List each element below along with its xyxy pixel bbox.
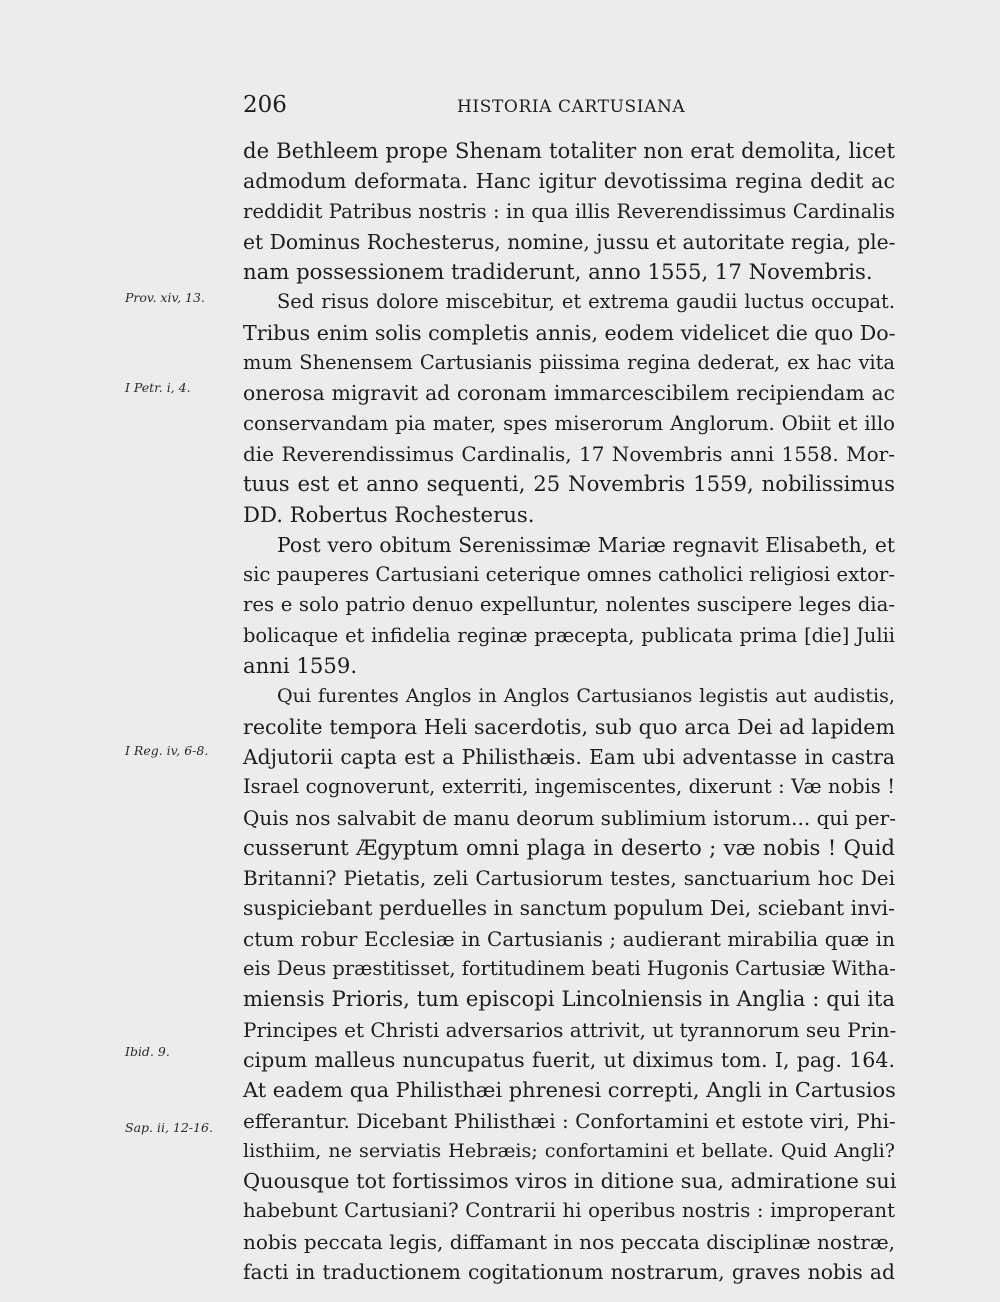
- text-line: Principes et Christi adversarios attrivit, ut tyrannorum seu Prin-: [243, 1017, 897, 1042]
- text-line: nobis peccata legis, diffamant in nos peccata disciplinæ nostræ,: [243, 1229, 895, 1254]
- text-line: eis Deus præstitisset, fortitudinem beati Hugonis Cartusiæ Witha-: [243, 957, 896, 981]
- text-line: mum Shenensem Cartusianis piissima regina dederat, ex hac vita: [243, 351, 895, 375]
- body-text: [243, 136, 895, 1287]
- text-line: admodum deformata. Hanc igitur devotissima regina dedit ac: [243, 169, 895, 194]
- text-line: tuus est et anno sequenti, 25 Novembris 1559, nobilissimus: [243, 471, 895, 497]
- text-line: At eadem qua Philisthæi phrenesi correpti, Angli in Cartusios: [243, 1078, 896, 1103]
- text-line: reddidit Patribus nostris : in qua illis Reverendissimus Cardinalis: [243, 199, 895, 223]
- text-line: de Bethleem prope Shenam totaliter non erat demolita, licet: [243, 138, 895, 163]
- text-line: Post vero obitum Serenissimæ Mariæ regnavit Elisabeth, et: [277, 532, 895, 557]
- text-line: cusserunt Ægyptum omni plaga in deserto ; væ nobis ! Quid: [243, 834, 895, 860]
- text-line: suspiciebant perduelles in sanctum populum Dei, sciebant invi-: [243, 896, 895, 921]
- margin-note-text: Ibid. 9.: [125, 1044, 170, 1059]
- margin-note: [125, 380, 191, 395]
- margin-note: [125, 1120, 213, 1135]
- text-line-quote: Sed risus dolore miscebitur, et extrema gaudii luctus occupat.: [277, 290, 895, 314]
- text-line: habebunt Cartusiani? Contrarii hi operibus nostris : improperant: [243, 1199, 895, 1223]
- text-line: Israel cognoverunt, exterriti, ingemiscentes, dixerunt : Væ nobis !: [243, 775, 895, 799]
- text-line: sic pauperes Cartusiani ceterique omnes catholici religiosi extor-: [243, 563, 895, 587]
- running-head: [243, 92, 895, 128]
- text-line: DD. Robertus Rochesterus.: [243, 501, 535, 527]
- text-line: efferantur. Dicebant Philisthæi : Confortamini et estote viri, Phi-: [243, 1108, 896, 1133]
- margin-note-text: I Petr. i, 4.: [125, 380, 191, 395]
- text-line: Quousque tot fortissimos viros in ditione sua, admiratione sui: [243, 1169, 897, 1194]
- text-line: Tribus enim solis completis annis, eodem videlicet die quo Do-: [243, 320, 896, 345]
- text-line: ctum robur Ecclesiæ in Cartusianis ; audierant mirabilia quæ in: [243, 926, 895, 951]
- text-line: Britanni? Pietatis, zeli Cartusiorum testes, sanctuarium hoc Dei: [243, 866, 895, 891]
- margin-note-text: Prov. xiv, 13.: [125, 290, 205, 305]
- page-number: 206: [243, 92, 287, 118]
- margin-note-text: Sap. ii, 12-16.: [125, 1120, 213, 1135]
- margin-note-text: I Reg. iv, 6-8.: [125, 743, 209, 758]
- running-title: HISTORIA CARTUSIANA: [457, 97, 686, 117]
- text-line: et Dominus Rochesterus, nomine, jussu et autoritate regia, ple-: [243, 229, 896, 254]
- text-line: facti in traductionem cogitationum nostrarum, graves nobis ad: [243, 1259, 895, 1284]
- text-line: Qui furentes Anglos in Anglos Cartusianos legistis aut audistis,: [277, 684, 895, 708]
- margin-note: [125, 1044, 170, 1059]
- text-line: conservandam pia mater, spes miserorum Anglorum. Obiit et illo: [243, 411, 895, 435]
- text-line: cipum malleus nuncupatus fuerit, ut diximus tom. I, pag. 164.: [243, 1047, 895, 1072]
- text-line: Quis nos salvabit de manu deorum sublimium istorum... qui per-: [243, 805, 896, 830]
- margin-note: [125, 743, 208, 758]
- text-line: recolite tempora Heli sacerdotis, sub quo arca Dei ad lapidem: [243, 714, 895, 739]
- text-line: onerosa migravit ad coronam immarcescibilem recipiendam ac: [243, 381, 895, 406]
- text-line: res e solo patrio denuo expelluntur, nolentes suscipere leges dia-: [243, 593, 895, 617]
- text-line: anni 1559.: [243, 653, 358, 679]
- text-line: listhiim, ne serviatis Hebræis; confortamini et bellate. Quid Angli?: [243, 1138, 895, 1162]
- text-line: bolicaque et infidelia reginæ præcepta, publicata prima [die] Julii: [243, 623, 895, 647]
- text-line: die Reverendissimus Cardinalis, 17 Novembris anni 1558. Mor-: [243, 441, 895, 466]
- text-line: miensis Prioris, tum episcopi Lincolniensis in Anglia : qui ita: [243, 986, 895, 1012]
- text-line: Adjutorii capta est a Philisthæis. Eam ubi adventasse in castra: [243, 744, 895, 769]
- text-line: nam possessionem tradiderunt, anno 1555, 17 Novembris.: [243, 259, 873, 285]
- margin-note: [125, 290, 205, 305]
